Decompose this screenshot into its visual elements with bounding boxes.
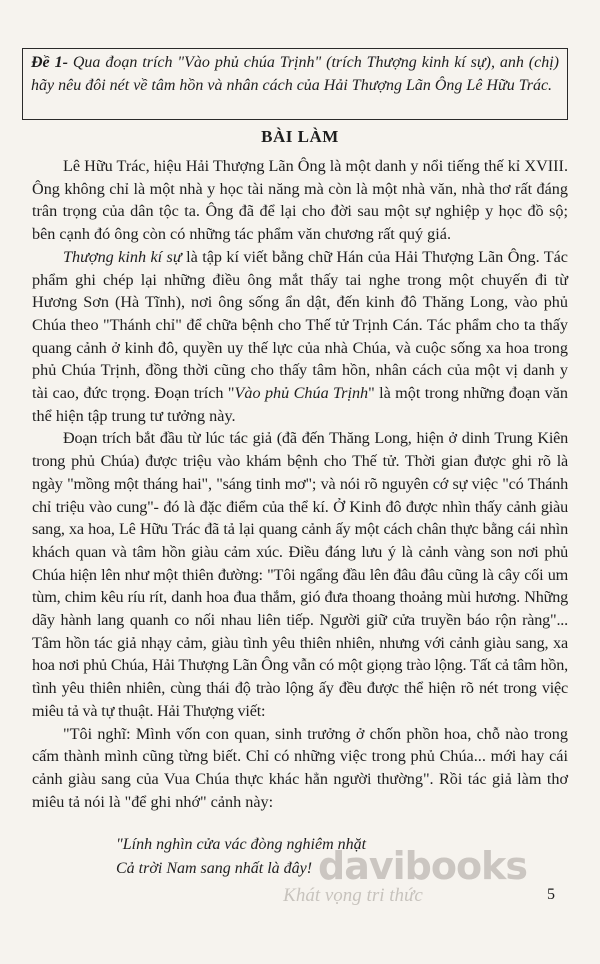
topic-box (22, 48, 568, 120)
topic-text: Qua đoạn trích "Vào phủ chúa Trịnh" (trích Thượng kinh kí sự), anh (chị) hãy nêu đôi nét về tâm hồn và nhân cách của Hải Thượng Lãn Ông Lê Hữu Trác. (31, 54, 560, 94)
paragraph-work-text-b: " là một trong những đoạn văn thể hiện tập trung tư tưởng này. (32, 384, 568, 425)
paragraph-intro: Lê Hữu Trác, hiệu Hải Thượng Lãn Ông là một danh y nổi tiếng thế kỉ XVIII. Ông không chỉ là một nhà y học tài năng mà còn là một nhà văn, nhà thơ rất đáng trân trọng của dân tộc ta. Ông đã để lại cho đời sau một sự nghiệp y học đồ sộ; bên cạnh đó ông còn có những tác phẩm văn chương rất quý giá. (32, 157, 568, 244)
topic-label: Đề 1- (31, 54, 68, 71)
essay-heading: BÀI LÀM (261, 127, 339, 146)
paragraph-work-text-a: là tập kí viết bằng chữ Hán của Hải Thượng Lãn Ông. Tác phẩm ghi chép lại những điều ông mắt thấy tai nghe trong một chuyến đi từ Hương Sơn (Hà Tĩnh), nơi ông sống ẩn dật, đến kinh đô Thăng Long, vào phủ Chúa theo "Thánh chỉ" để chữa bệnh cho Thế tử Trịnh Cán. Tác phẩm cho ta thấy quang cảnh ở kinh đô, quyền uy thế lực của nhà Chúa, và cuộc sống xa hoa trong phủ Chúa Trịnh, đồng thời cũng cho thấy tâm hồn, nhân cách của một vị danh y tài cao, đức trọng. Đoạn trích " (32, 247, 568, 403)
work-title: Thượng kinh kí sự (63, 247, 182, 266)
poem-line: Cả trời Nam sang nhất là đây! (116, 860, 313, 877)
paragraph-quote: "Tôi nghĩ: Mình vốn con quan, sinh trưởng ở chốn phồn hoa, chỗ nào trong cấm thành mình cũng từng biết. Chỉ có những việc trong phủ Chúa... mới hay cái cảnh giàu sang của Vua Chúa thực khác hẳn người thường". Rồi tác giả làm thơ miêu tả nói là "để ghi nhớ" cảnh này: (32, 724, 568, 811)
paragraph-analysis: Đoạn trích bắt đầu từ lúc tác giả (đã đến Thăng Long, hiện ở dinh Trung Kiên trong phủ Chúa) được triệu vào khám bệnh cho Thế tử. Thời gian được ghi rõ là ngày "mồng một tháng hai", "sáng tinh mơ"; và nói rõ nguyên cớ sự việc "có Thánh chỉ triệu vào cung"- đó là đặc điểm của thể kí. Ở Kinh đô được nhìn thấy cảnh giàu sang, xa hoa, Lê Hữu Trác đã tả lại quang cảnh ấy một cách chân thực bằng cái nhìn khách quan và tâm hồn giàu cảm xúc. Điều đáng lưu ý là cảnh vàng son nơi phủ Chúa hiện lên như một thiên đường: "Tôi ngẩng đầu lên đâu đâu cũng là cây cối um tùm, chim kêu ríu rít, danh hoa đua thắm, gió đưa thoang thoảng mùi hương. Những dãy hành lang quanh co nối nhau liên tiếp. Người giữ cửa truyền báo rộn ràng"... Tâm hồn tác giả nhạy cảm, giàu tình yêu thiên nhiên, nhưng với cảnh giàu sang, xa hoa nơi phủ Chúa, Hải Thượng Lãn Ông vẫn có một giọng trào lộng. Tất cả tâm hồn, tình yêu thiên nhiên, cùng thái độ trào lộng ấy đều được thể hiện rõ nét trong việc miêu tả và tự thuật. Hải Thượng viết: (32, 429, 568, 720)
watermark-slogan: Khát vọng tri thức (283, 885, 423, 906)
essay-body (32, 155, 568, 813)
poem-line: "Lính nghìn cửa vác đòng nghiêm nhặt (116, 836, 367, 853)
page-number: 5 (547, 886, 555, 903)
paragraph-work (32, 246, 568, 428)
watermark-brand: davibooks (318, 844, 527, 888)
excerpt-title: Vào phủ Chúa Trịnh (234, 384, 369, 403)
watermark (283, 844, 527, 906)
